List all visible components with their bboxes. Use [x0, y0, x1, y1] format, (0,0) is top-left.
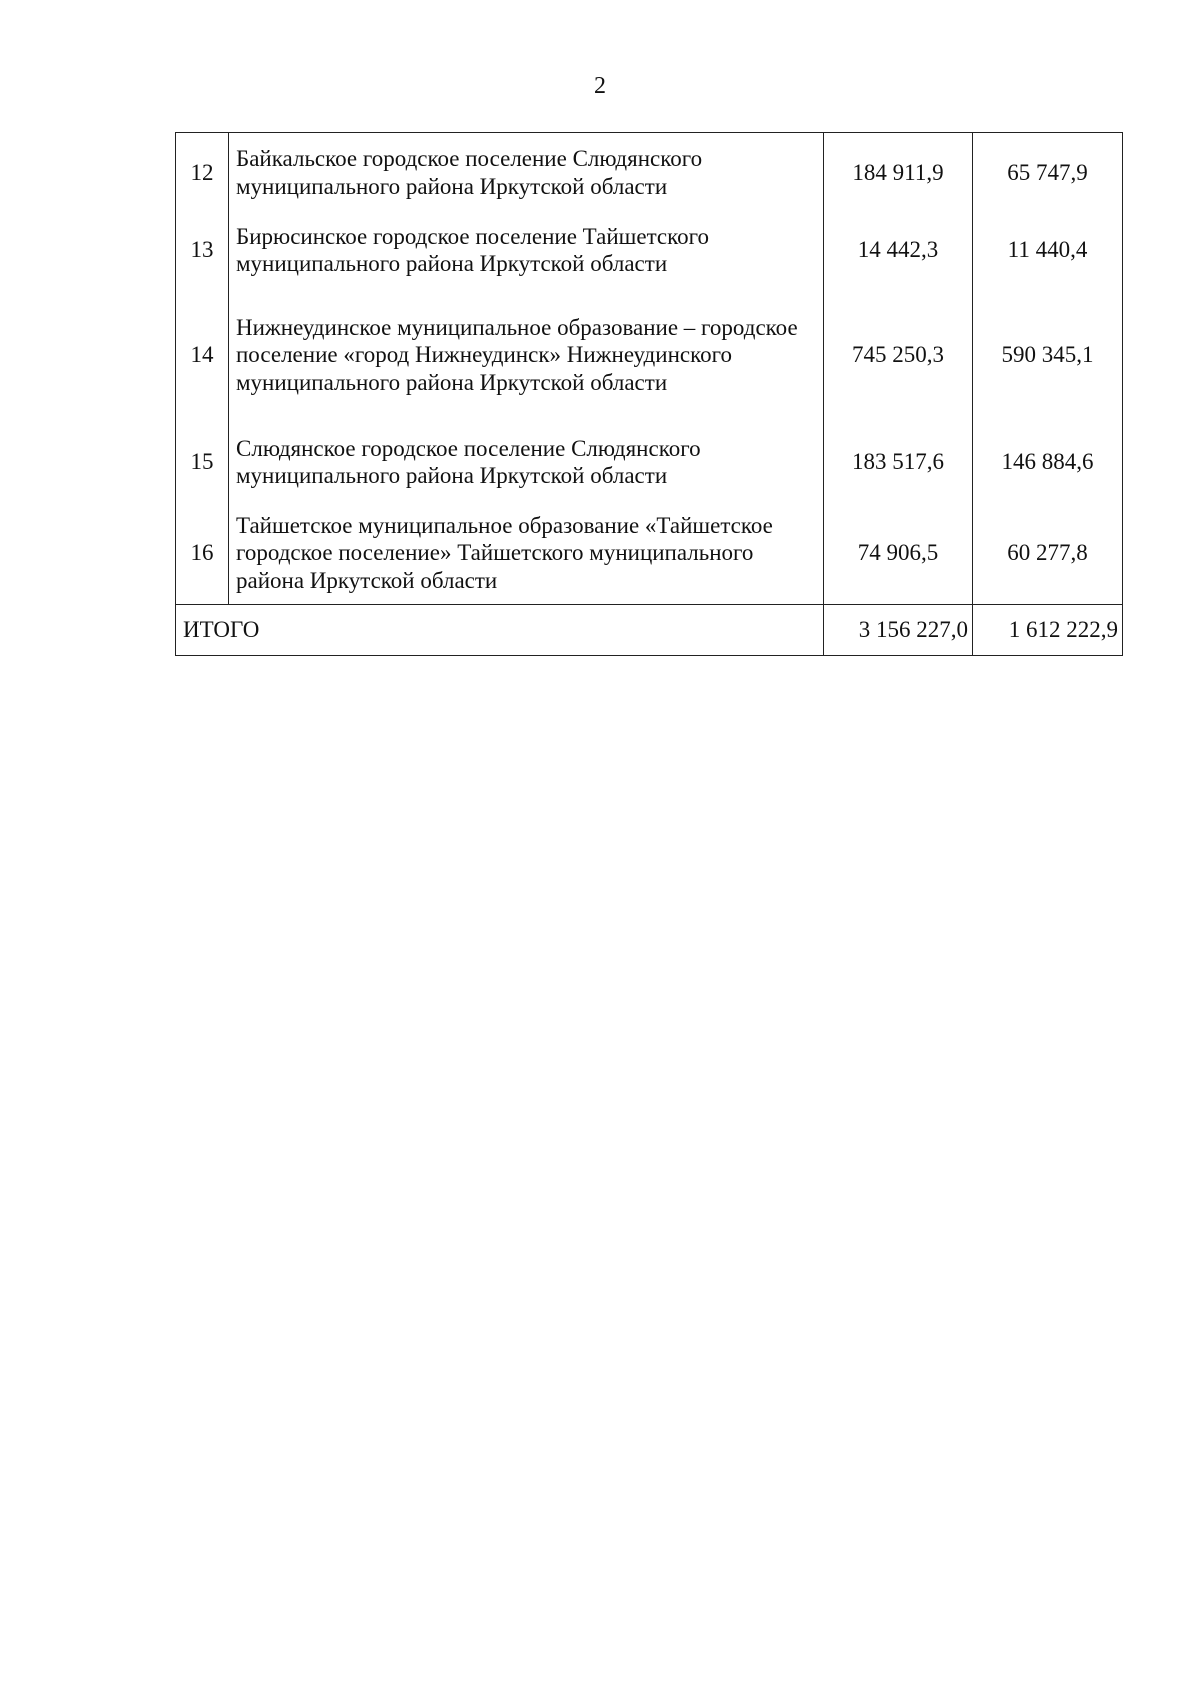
row-number: 16 — [176, 502, 229, 605]
value-column-1: 745 250,3 — [824, 288, 973, 422]
value-column-2: 65 747,9 — [973, 133, 1123, 213]
value-column-2: 60 277,8 — [973, 502, 1123, 605]
municipality-name: Нижнеудинское муниципальное образование – городское поселение «город Нижнеудинск» Нижнеудинского муниципального района Иркутской области — [229, 288, 824, 422]
row-number: 12 — [176, 133, 229, 213]
total-label: ИТОГО — [176, 605, 824, 656]
municipality-name: Байкальское городское поселение Слюдянского муниципального района Иркутской области — [229, 133, 824, 213]
total-value-1: 3 156 227,0 — [824, 605, 973, 656]
row-number: 14 — [176, 288, 229, 422]
allocation-table-container — [175, 132, 1123, 656]
table-row — [176, 133, 1123, 213]
page-number: 2 — [594, 73, 606, 99]
value-column-1: 74 906,5 — [824, 502, 973, 605]
municipality-name: Слюдянское городское поселение Слюдянского муниципального района Иркутской области — [229, 422, 824, 502]
row-number: 15 — [176, 422, 229, 502]
table-row — [176, 502, 1123, 605]
table-row — [176, 422, 1123, 502]
total-value-2: 1 612 222,9 — [973, 605, 1123, 656]
total-row — [176, 605, 1123, 656]
value-column-2: 11 440,4 — [973, 212, 1123, 288]
value-column-2: 146 884,6 — [973, 422, 1123, 502]
row-number: 13 — [176, 212, 229, 288]
value-column-2: 590 345,1 — [973, 288, 1123, 422]
municipality-name: Бирюсинское городское поселение Тайшетского муниципального района Иркутской области — [229, 212, 824, 288]
value-column-1: 184 911,9 — [824, 133, 973, 213]
value-column-1: 14 442,3 — [824, 212, 973, 288]
table-row — [176, 212, 1123, 288]
table-row — [176, 288, 1123, 422]
allocation-table — [175, 132, 1123, 656]
value-column-1: 183 517,6 — [824, 422, 973, 502]
municipality-name: Тайшетское муниципальное образование «Тайшетское городское поселение» Тайшетского муниципального района Иркутской области — [229, 502, 824, 605]
